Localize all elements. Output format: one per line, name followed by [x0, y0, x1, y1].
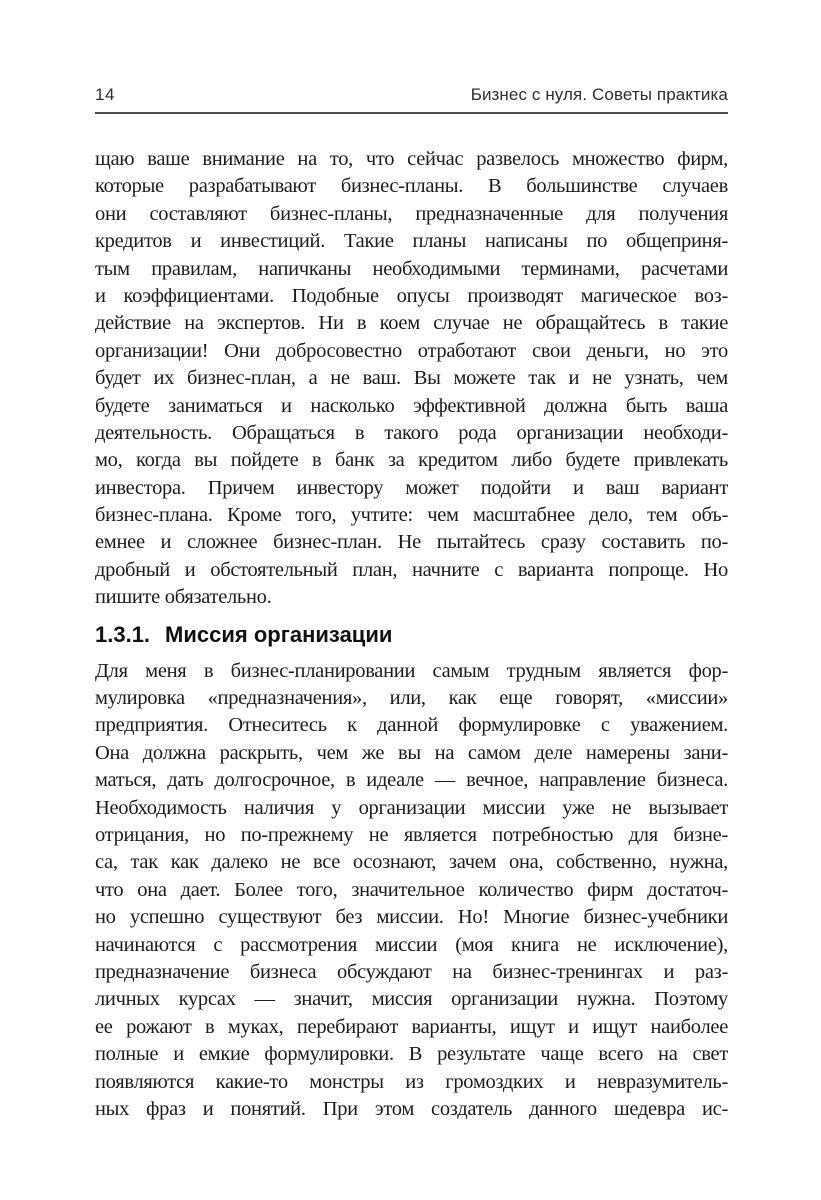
running-title: Бизнес с нуля. Советы практика: [470, 85, 728, 104]
body-paragraph: [95, 658, 728, 1124]
text-line: Для меня в бизнес-планировании самым трудным является фор-: [95, 659, 728, 682]
text-line: щаю ваше внимание на то, что сейчас развелось множество фирм,: [95, 148, 728, 170]
body-paragraph: [95, 146, 728, 612]
text-line: они составляют бизнес-планы, предназначенные для получения: [95, 202, 728, 225]
text-line: ных фраз и понятий. При этом создатель данного шедевра ис-: [95, 1097, 728, 1120]
text-line: будет их бизнес-план, а не ваш. Вы можете так и не узнать, чем: [95, 367, 728, 390]
text-line: дробный и обстоятельный план, начните с варианта попроще. Но: [95, 558, 728, 581]
page-number: 14: [95, 85, 115, 104]
text-line: действие на экспертов. Ни в коем случае не обращайтесь в такие: [95, 312, 728, 335]
text-line: инвестора. Причем инвестору может подойти и ваш вариант: [95, 476, 728, 499]
text-line: тым правилам, напичканы необходимыми терминами, расчетами: [95, 257, 728, 280]
text-line: и коэффициентами. Подобные опусы производят магическое воз-: [95, 284, 728, 307]
text-line: предназначение бизнеса обсуждают на бизнес-тренингах и раз-: [95, 960, 728, 983]
text-line: Необходимость наличия у организации миссии уже не вызывает: [95, 796, 728, 819]
page-content: [95, 146, 728, 1123]
text-line: будете заниматься и насколько эффективной должна быть ваша: [95, 394, 728, 417]
text-line: мулировка «предназначения», или, как еще говорят, «миссии»: [95, 687, 728, 710]
text-line: кредитов и инвестиций. Такие планы написаны по общеприня-: [95, 230, 728, 253]
text-line: бизнес-плана. Кроме того, учтите: чем масштабнее дело, тем объ-: [95, 504, 728, 527]
text-line: ее рожают в муках, перебирают варианты, ищут и ищут наиболее: [95, 1015, 728, 1038]
text-line: предприятия. Отнеситесь к данной формулировке с уважением.: [95, 714, 728, 737]
section-number: 1.3.1.: [95, 621, 151, 647]
text-line: личных курсах — значит, миссия организации нужна. Поэтому: [95, 988, 728, 1011]
section-title: Миссия организации: [165, 621, 393, 647]
section-heading: [95, 621, 728, 648]
text-line: но успешно существуют без миссии. Но! Многие бизнес-учебники: [95, 906, 728, 929]
text-line: начинаются с рассмотрения миссии (моя книга не исключение),: [95, 933, 728, 956]
page-header: [95, 85, 728, 114]
text-line: са, так как далеко не все осознают, зачем она, собственно, нужна,: [95, 851, 728, 874]
text-line: пишите обязательно.: [95, 586, 272, 609]
text-line: емнее и сложнее бизнес-план. Не пытайтесь сразу составить по-: [95, 531, 728, 554]
text-line: которые разрабатывают бизнес-планы. В большинстве случаев: [95, 175, 728, 198]
text-line: деятельность. Обращаться в такого рода организации необходи-: [95, 421, 728, 444]
text-line: маться, дать долгосрочное, в идеале — вечное, направление бизнеса.: [95, 769, 728, 792]
text-line: Она должна раскрыть, чем же вы на самом деле намерены зани-: [95, 741, 728, 764]
text-line: мо, когда вы пойдете в банк за кредитом либо будете привлекать: [95, 449, 728, 472]
text-line: полные и емкие формулировки. В результате чаще всего на свет: [95, 1043, 728, 1066]
text-line: организации! Они добросовестно отработают свои деньги, но это: [95, 339, 728, 362]
text-line: появляются какие-то монстры из громоздких и невразумитель-: [95, 1070, 728, 1093]
text-line: что она дает. Более того, значительное количество фирм достаточ-: [95, 878, 728, 901]
text-line: отрицания, но по-прежнему не является потребностью для бизне-: [95, 823, 728, 846]
